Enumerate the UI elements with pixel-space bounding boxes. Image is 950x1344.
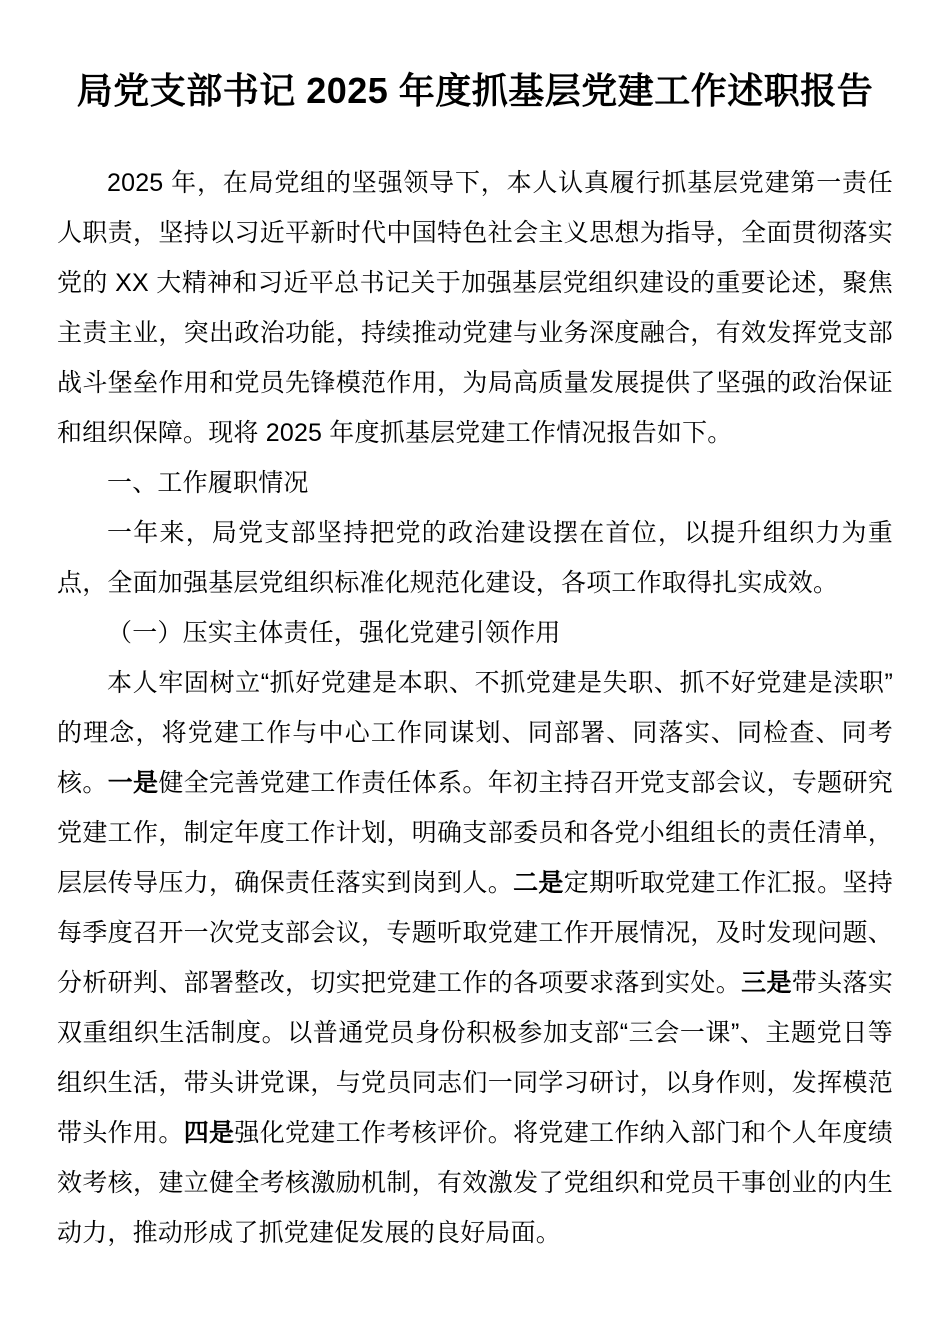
section-1-lead-paragraph [57,508,893,608]
document-body [57,158,893,1258]
text-run: （一）压实主体责任，强化党建引领作用 [107,619,561,647]
bold-text-run: 二是 [513,869,564,897]
text-run: 一、工作履职情况 [107,469,309,497]
section-1-heading [57,458,893,508]
text-run: 带头落实双重组织生活制度。以普通党员身份积极参加支部“三会一课”、主题党日等组织生活，带头讲党课，与党员同志们一同学习研讨，以身作则，发挥模范带头作用。 [57,969,894,1147]
text-run: 2025 年，在局党组的坚强领导下，本人认真履行抓基层党建第一责任人职责，坚持以习近平新时代中国特色社会主义思想为指导，全面贯彻落实党的 XX 大精神和习近平总书记关于加强基层党组织建设的重要论述，聚焦主责主业，突出政治功能，持续推动党建与业务深度融合，有效发挥党支部战斗堡垒作用和党员先锋模范作用，为局高质量发展提供了坚强的政治保证和组织保障。现将 2025 年度抓基层党建工作情况报告如下。 [57,169,893,447]
text-run: 一年来，局党支部坚持把党的政治建设摆在首位，以提升组织力为重点，全面加强基层党组织标准化规范化建设，各项工作取得扎实成效。 [57,519,893,597]
bold-text-run: 四是 [183,1119,235,1147]
document-title: 局党支部书记 2025 年度抓基层党建工作述职报告 [76,70,874,111]
text-run: 本人牢固树立“抓好党建是本职、不抓党建是失职、抓不好党建是渎职”的理念，将党建工作与中心工作同谋划、同部署、同落实、同检查、同考核。 [57,669,893,797]
text-run: 健全完善党建工作责任体系。年初主持召开党支部会议，专题研究党建工作，制定年度工作计划，明确支部委员和各党小组组长的责任清单，层层传导压力，确保责任落实到岗到人。 [57,769,894,897]
text-run: 强化党建工作考核评价。将党建工作纳入部门和个人年度绩效考核，建立健全考核激励机制，有效激发了党组织和党员干事创业的内生动力，推动形成了抓党建促发展的良好局面。 [57,1119,893,1247]
text-run: 定期听取党建工作汇报。坚持每季度召开一次党支部会议，专题听取党建工作开展情况，及时发现问题、分析研判、部署整改，切实把党建工作的各项要求落到实处。 [57,869,894,997]
subsection-1-1-heading [57,608,893,658]
intro-paragraph [57,158,893,458]
bold-text-run: 三是 [741,969,792,997]
subsection-1-1-paragraph [57,658,893,1258]
bold-text-run: 一是 [107,769,159,797]
